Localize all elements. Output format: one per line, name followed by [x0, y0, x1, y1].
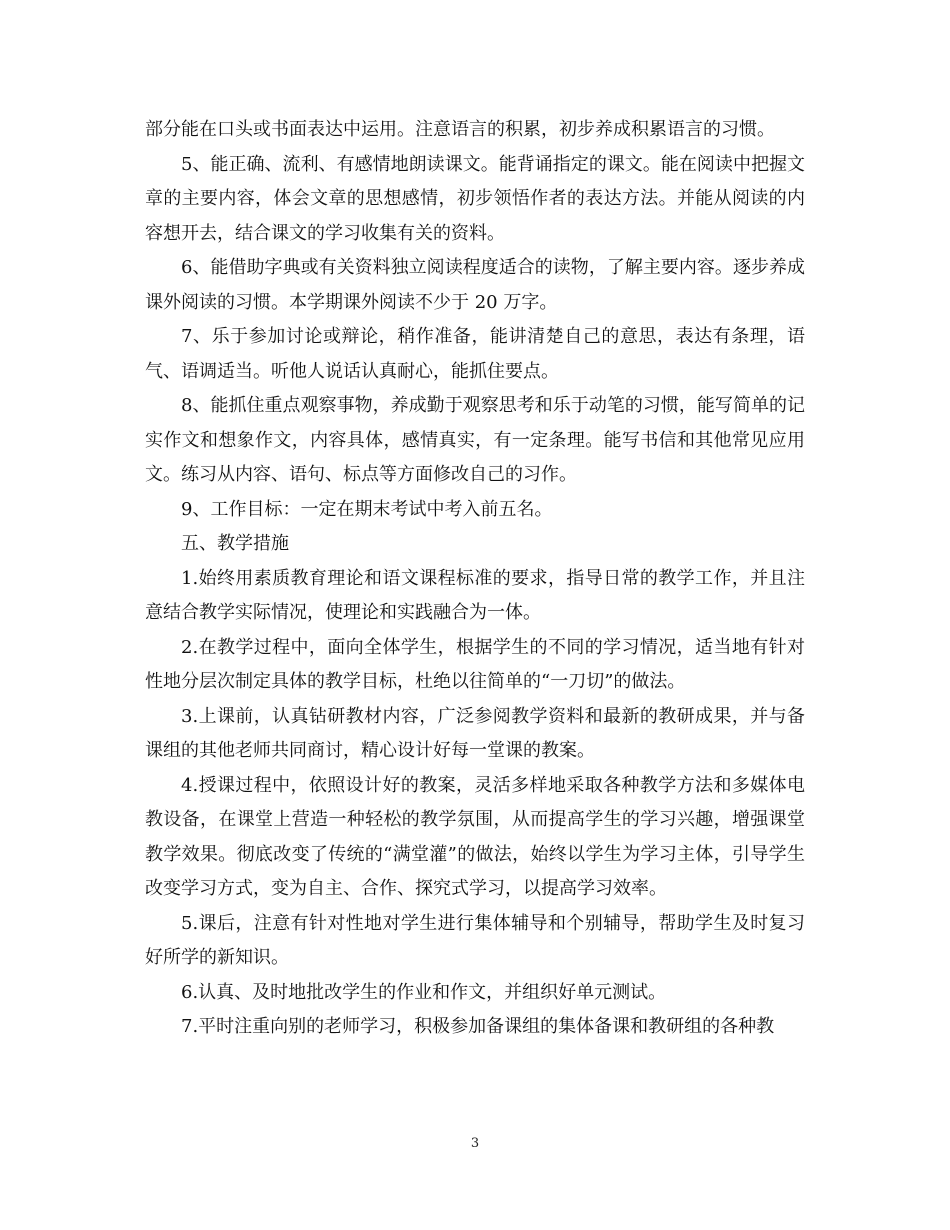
paragraph-goal-7: 7、乐于参加讨论或辩论，稍作准备，能讲清楚自己的意思，表达有条理，语气、语调适当。听他人说话认真耐心，能抓住要点。 [145, 326, 805, 382]
paragraph-measure-4: 4.授课过程中，依照设计好的教案，灵活多样地采取各种教学方法和多媒体电教设备，在课堂上营造一种轻松的教学氛围，从而提高学生的学习兴趣，增强课堂教学效果。彻底改变了传统的“满堂灌”的做法，始终以学生为学习主体，引导学生改变学习方式，变为自主、合作、探究式学习，以提高学习效率。 [145, 774, 805, 899]
paragraph-goal-8: 8、能抓住重点观察事物，养成勤于观察思考和乐于动笔的习惯，能写简单的记实作文和想象作文，内容具体，感情真实，有一定条理。能写书信和其他常见应用文。练习从内容、语句、标点等方面修改自己的习作。 [145, 395, 805, 485]
paragraph-measure-1: 1.始终用素质教育理论和语文课程标准的要求，指导日常的教学工作，并且注意结合教学实际情况，使理论和实践融合为一体。 [145, 567, 805, 623]
paragraph-measure-5: 5.课后，注意有针对性地对学生进行集体辅导和个别辅导，帮助学生及时复习好所学的新知识。 [145, 912, 805, 968]
paragraph-measure-2: 2.在教学过程中，面向全体学生，根据学生的不同的学习情况，适当地有针对性地分层次制定具体的教学目标，杜绝以往简单的“一刀切”的做法。 [145, 636, 805, 692]
paragraph-continuation: 部分能在口头或书面表达中运用。注意语言的积累，初步养成积累语言的习惯。 [145, 119, 775, 140]
paragraph-measure-6: 6.认真、及时地批改学生的作业和作文，并组织好单元测试。 [181, 981, 667, 1003]
page-number: 3 [470, 1136, 480, 1151]
paragraph-goal-9: 9、工作目标：一定在期末考试中考入前五名。 [181, 498, 553, 520]
paragraph-goal-6: 6、能借助字典或有关资料独立阅读程度适合的读物，了解主要内容。逐步养成课外阅读的习惯。本学期课外阅读不少于 20 万字。 [145, 257, 805, 313]
section-heading-teaching-measures: 五、教学措施 [181, 533, 289, 554]
paragraph-measure-3: 3.上课前，认真钻研教材内容，广泛参阅教学资料和最新的教研成果，并与备课组的其他老师共同商讨，精心设计好每一堂课的教案。 [145, 705, 805, 761]
document-body [145, 113, 805, 1045]
paragraph-measure-7: 7.平时注重向别的老师学习，积极参加备课组的集体备课和教研组的各种教 [181, 1016, 775, 1037]
paragraph-goal-5: 5、能正确、流利、有感情地朗读课文。能背诵指定的课文。能在阅读中把握文章的主要内容，体会文章的思想感情，初步领悟作者的表达方法。并能从阅读的内容想开去，结合课文的学习收集有关的资料。 [145, 153, 805, 244]
